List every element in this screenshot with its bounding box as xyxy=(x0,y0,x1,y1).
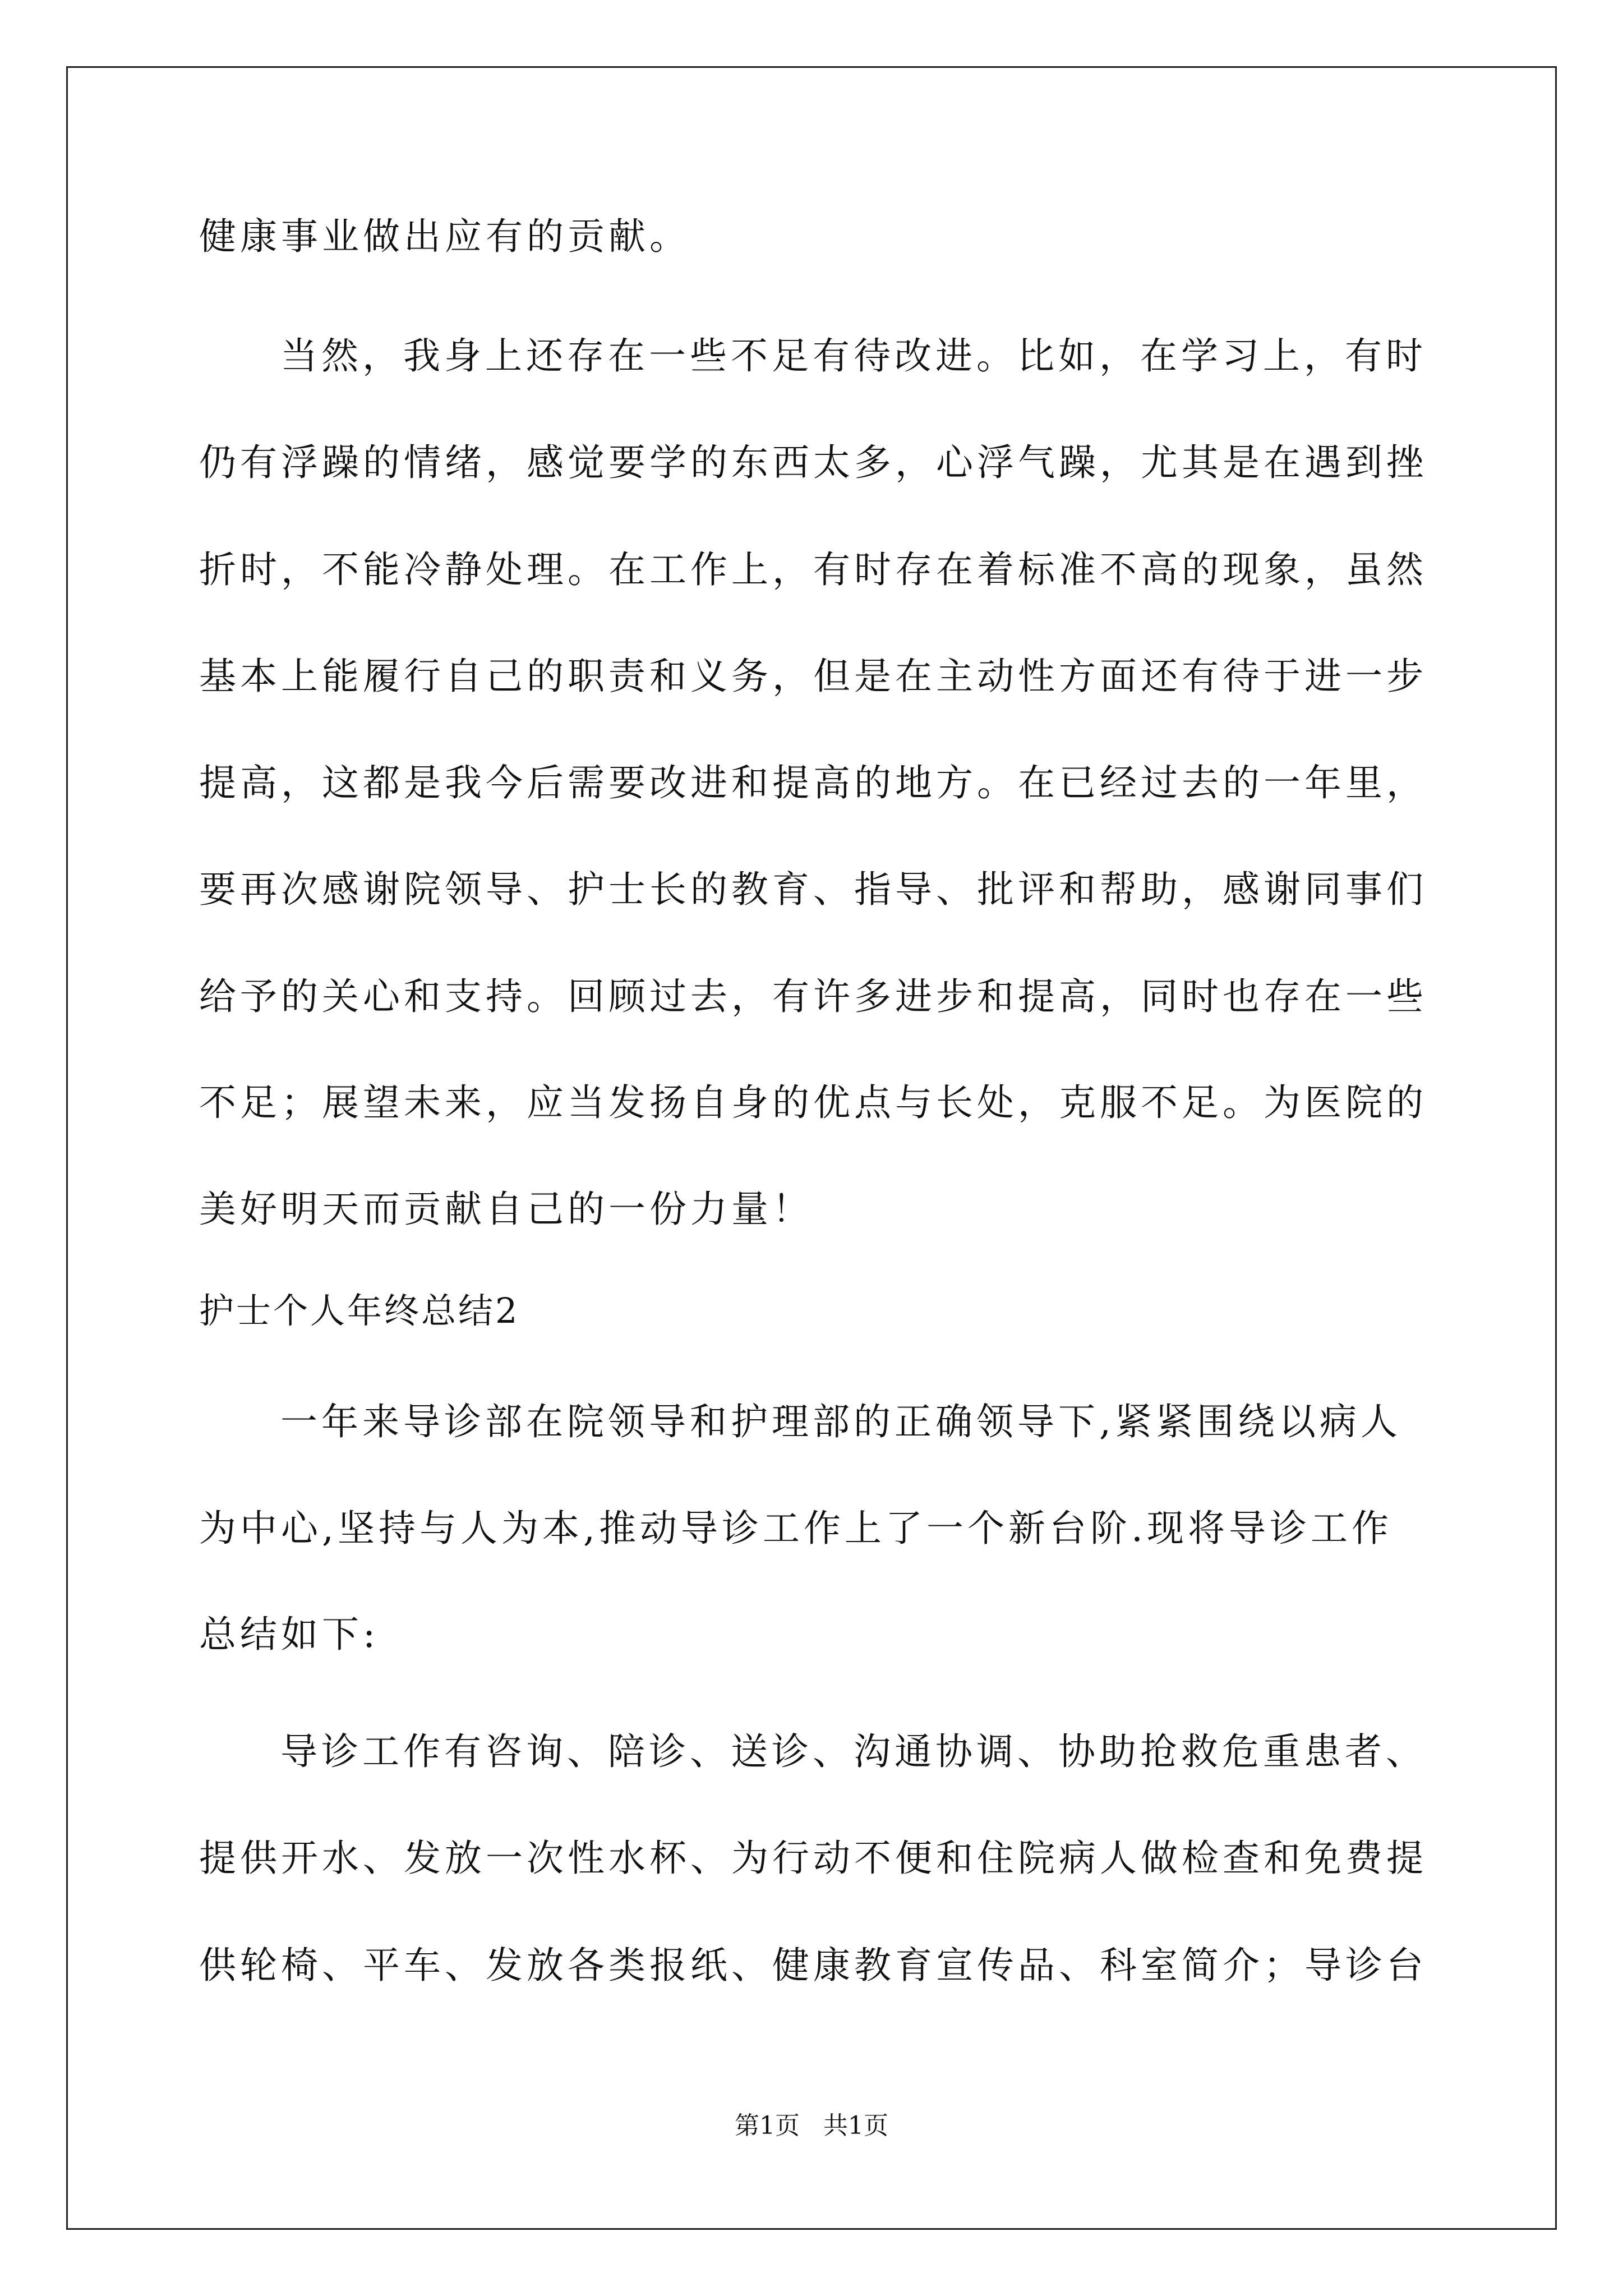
text-line-1: 健康事业做出应有的贡献。 xyxy=(199,215,690,258)
text-line-13: 为中心,坚持与人为本,推动导诊工作上了一个新台阶.现将导诊工作 xyxy=(199,1507,1393,1550)
text-line-10: 美好明天而贡献自己的一份力量！ xyxy=(199,1188,813,1231)
text-line-5: 基本上能履行自己的职责和义务，但是在主动性方面还有待于进一步 xyxy=(199,655,1427,698)
text-line-3: 仍有浮躁的情绪，感觉要学的东西太多，心浮气躁，尤其是在遇到挫 xyxy=(199,441,1427,484)
text-line-14: 总结如下: xyxy=(199,1613,380,1656)
text-line-4: 折时，不能冷静处理。在工作上，有时存在着标准不高的现象，虽然 xyxy=(199,548,1427,591)
text-line-16: 提供开水、发放一次性水杯、为行动不便和住院病人做检查和免费提 xyxy=(199,1837,1427,1880)
text-line-12: 一年来导诊部在院领导和护理部的正确领导下,紧紧围绕以病人 xyxy=(280,1400,1401,1443)
text-line-9: 不足；展望未来，应当发扬自身的优点与长处，克服不足。为医院的 xyxy=(199,1081,1427,1124)
text-line-6: 提高，这都是我今后需要改进和提高的地方。在已经过去的一年里， xyxy=(199,761,1427,804)
text-line-7: 要再次感谢院领导、护士长的教育、指导、批评和帮助，感谢同事们 xyxy=(199,868,1427,911)
text-line-8: 给予的关心和支持。回顾过去，有许多进步和提高，同时也存在一些 xyxy=(199,975,1427,1018)
page-footer: 第1页 共1页 xyxy=(735,2111,888,2140)
text-line-15: 导诊工作有咨询、陪诊、送诊、沟通协调、协助抢救危重患者、 xyxy=(280,1730,1427,1773)
text-line-17: 供轮椅、平车、发放各类报纸、健康教育宣传品、科室简介；导诊台 xyxy=(199,1944,1427,1987)
section-heading: 护士个人年终总结2 xyxy=(199,1290,520,1331)
text-line-2: 当然，我身上还存在一些不足有待改进。比如，在学习上，有时 xyxy=(280,334,1427,378)
page-border xyxy=(66,66,1557,2230)
